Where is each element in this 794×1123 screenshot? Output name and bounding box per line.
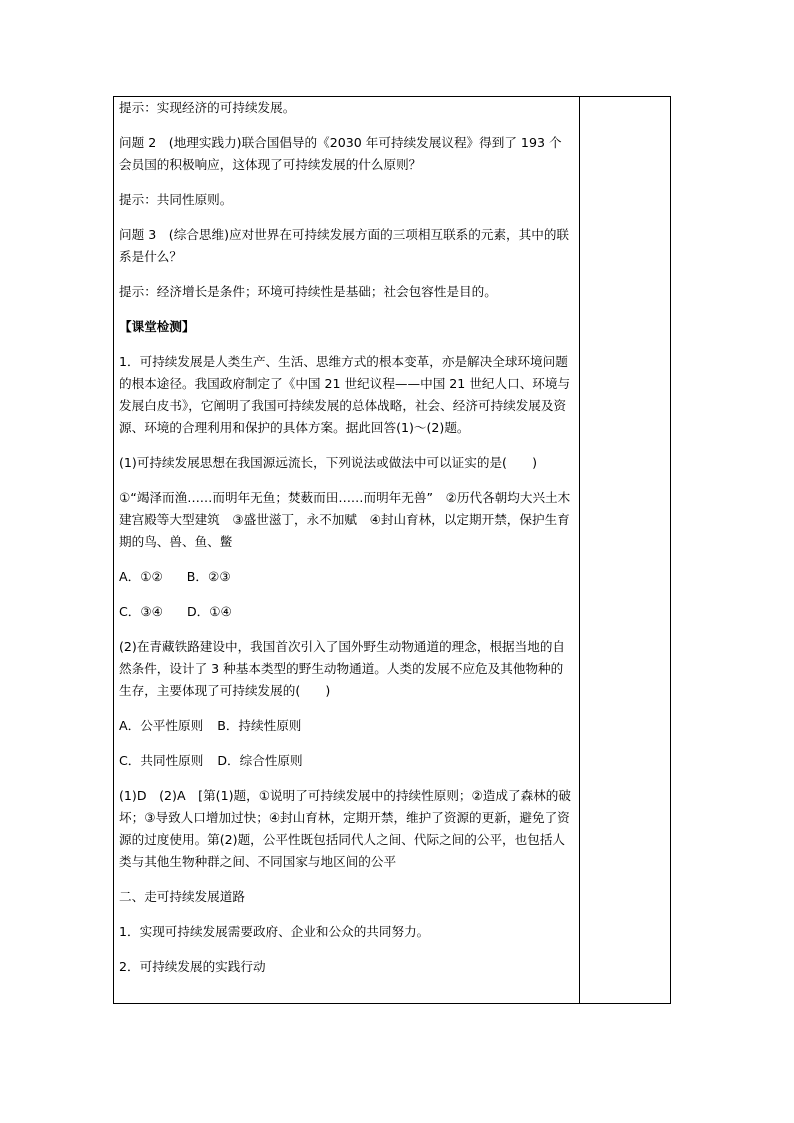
section-2-title: 二、走可持续发展道路	[119, 889, 245, 904]
question-3: 问题 3 (综合思维)应对世界在可持续发展方面的三项相互联系的元素，其中的联系是什么？	[119, 227, 570, 264]
answer-explanation: (1)D (2)A [第(1)题，①说明了可持续发展中的持续性原则；②造成了森林的破坏；③导致人口增加过快；④封山育林，定期开禁，维护了资源的更新，避免了资源的过度使用。第(2)题，公平性既包括同代人之间、代际之间的公平，也包括人类与其他生物种群之间、不同国家与地区间的公平	[119, 788, 571, 869]
sub-question-1-options-row-2	[119, 601, 574, 623]
option-d: D．综合性原则	[217, 753, 303, 768]
option-d: D．①④	[186, 604, 232, 619]
notes-column	[580, 97, 670, 1003]
sub-question-1-options-row-1	[119, 566, 574, 588]
hint-3: 提示：经济增长是条件；环境可持续性是基础；社会包容性是目的。	[119, 284, 497, 299]
hint-1: 提示：实现经济的可持续发展。	[119, 100, 296, 115]
option-b: B．②③	[186, 569, 231, 584]
option-b: B．持续性原则	[217, 718, 302, 733]
sub-question-2-options-row-1	[119, 715, 574, 737]
hint-2: 提示：共同性原则。	[119, 192, 233, 207]
option-c: C．③④	[119, 604, 163, 619]
question-2: 问题 2 (地理实践力)联合国倡导的《2030 年可持续发展议程》得到了 193 个会员国的积极响应，这体现了可持续发展的什么原则？	[119, 135, 562, 172]
main-column	[119, 97, 574, 978]
point-2: 2．可持续发展的实践行动	[119, 959, 266, 974]
content-table	[113, 96, 671, 1004]
section-heading: 【课堂检测】	[119, 319, 195, 334]
sub-question-1-items: ①“竭泽而渔……而明年无鱼；焚薮而田……而明年无兽” ②历代各朝均大兴土木建宫殿等大型建筑 ③盛世滋丁，永不加赋 ④封山育林，以定期开禁，保护生育期的鸟、兽、鱼、鳖	[119, 490, 571, 549]
sub-question-1: (1)可持续发展思想在我国源远流长，下列说法或做法中可以证实的是( )	[119, 455, 538, 470]
point-1: 1．实现可持续发展需要政府、企业和公众的共同努力。	[119, 924, 430, 939]
option-a: A．公平性原则	[119, 718, 204, 733]
exercise-intro: 1．可持续发展是人类生产、生活、思维方式的根本变革，亦是解决全球环境问题的根本途径。我国政府制定了《中国 21 世纪议程——中国 21 世纪人口、环境与发展白皮书》，它阐明了我国可持续发展的总体战略，社会、经济可持续发展及资源、环境的合理利用和保护的具体方案。据此回答(1)～(2)题。	[119, 354, 571, 435]
sub-question-2: (2)在青藏铁路建设中，我国首次引入了国外野生动物通道的理念，根据当地的自然条件，设计了 3 种基本类型的野生动物通道。人类的发展不应危及其他物种的生存，主要体现了可持续发展的( )	[119, 639, 566, 698]
option-c: C．共同性原则	[119, 753, 204, 768]
sub-question-2-options-row-2	[119, 750, 574, 772]
option-a: A．①②	[119, 569, 163, 584]
